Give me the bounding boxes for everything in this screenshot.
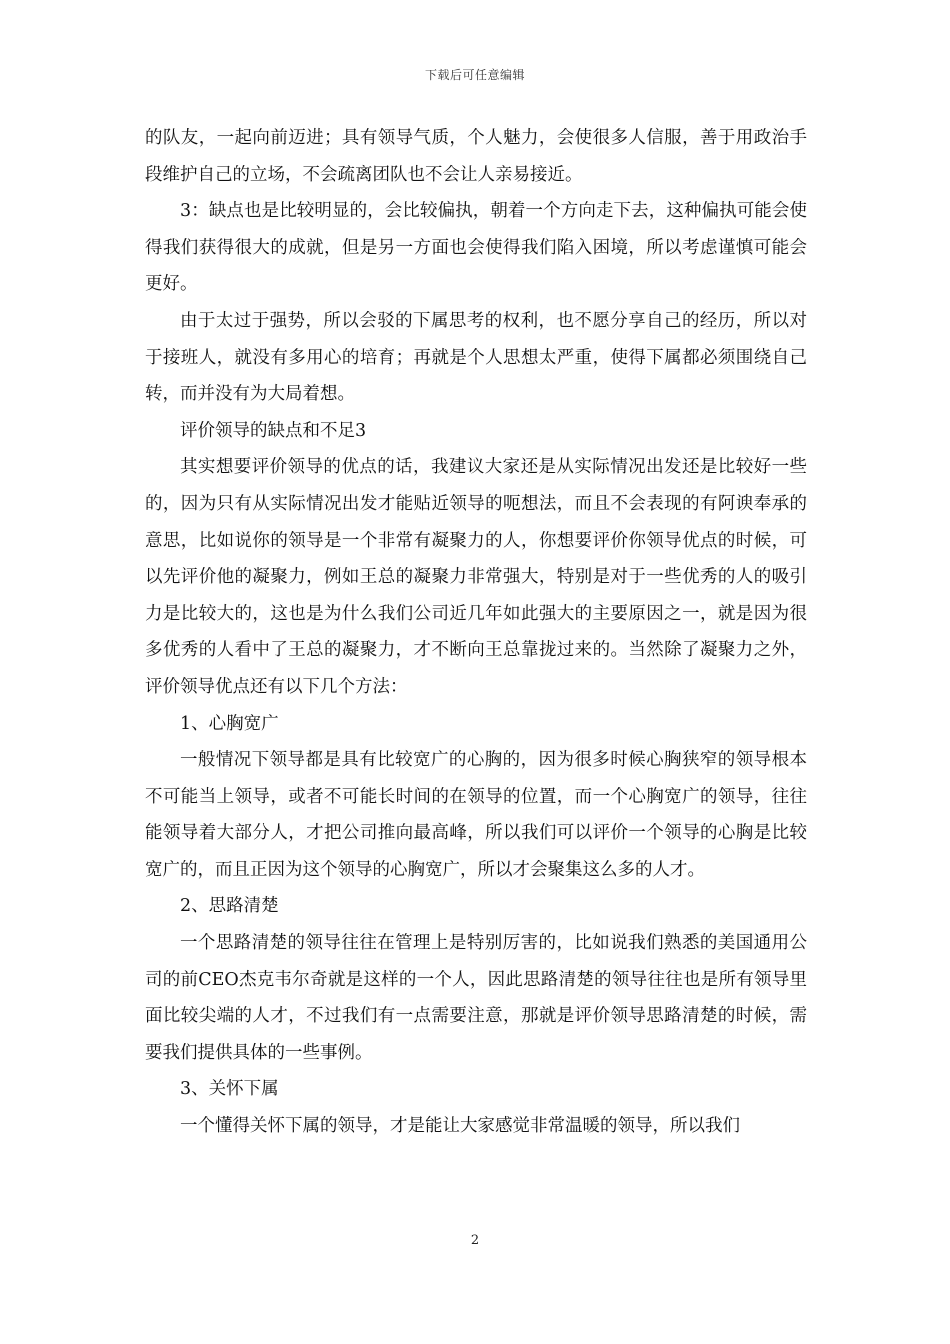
section-heading-3: 评价领导的缺点和不足3 xyxy=(180,420,367,441)
subheading-2: 2、思路清楚 xyxy=(180,896,279,917)
page-header: 下载后可任意编辑 xyxy=(424,68,525,82)
paragraph-9: 一个思路清楚的领导往往在管理上是特别厉害的，比如说我们熟悉的美国通用公司的前CEO杰克韦尔奇就是这样的一个人，因此思路清楚的领导往往也是所有领导里面比较尖端的人才，不过我们有一点需要注意，那就是评价领导思路清楚的时候，需要我们提供具体的一些事例。 xyxy=(145,933,807,1063)
paragraph-5: 其实想要评价领导的优点的话，我建议大家还是从实际情况出发还是比较好一些的，因为只有从实际情况出发才能贴近领导的呃想法，而且不会表现的有阿谀奉承的意思，比如说你的领导是一个非常有凝聚力的人，你想要评价你领导优点的时候，可以先评价他的凝聚力，例如王总的凝聚力非常强大，特别是对于一些优秀的人的吸引力是比较大的，这也是为什么我们公司近几年如此强大的主要原因之一，就是因为很多优秀的人看中了王总的凝聚力，才不断向王总靠拢过来的。当然除了凝聚力之外，评价领导优点还有以下几个方法： xyxy=(145,457,807,697)
document-body xyxy=(145,120,807,1145)
paragraph-7: 一般情况下领导都是具有比较宽广的心胸的，因为很多时候心胸狭窄的领导根本不可能当上领导，或者不可能长时间的在领导的位置，而一个心胸宽广的领导，往往能领导着大部分人，才把公司推向最高峰，所以我们可以评价一个领导的心胸是比较宽广的，而且正因为这个领导的心胸宽广，所以才会聚集这么多的人才。 xyxy=(145,750,807,880)
paragraph-1: 的队友，一起向前迈进；具有领导气质，个人魅力，会使很多人信服，善于用政治手段维护自己的立场，不会疏离团队也不会让人亲易接近。 xyxy=(145,128,807,185)
paragraph-11: 一个懂得关怀下属的领导，才是能让大家感觉非常温暖的领导，所以我们 xyxy=(180,1116,740,1137)
paragraph-2: 3：缺点也是比较明显的，会比较偏执，朝着一个方向走下去，这种偏执可能会使得我们获得很大的成就，但是另一方面也会使得我们陷入困境，所以考虑谨慎可能会更好。 xyxy=(145,201,807,295)
subheading-1: 1、心胸宽广 xyxy=(180,713,279,734)
subheading-3: 3、关怀下属 xyxy=(180,1079,279,1100)
page-number: 2 xyxy=(470,1233,480,1248)
paragraph-3: 由于太过于强势，所以会驳的下属思考的权利，也不愿分享自己的经历，所以对于接班人，就没有多用心的培育；再就是个人思想太严重，使得下属都必须围绕自己转，而并没有为大局着想。 xyxy=(145,310,807,405)
